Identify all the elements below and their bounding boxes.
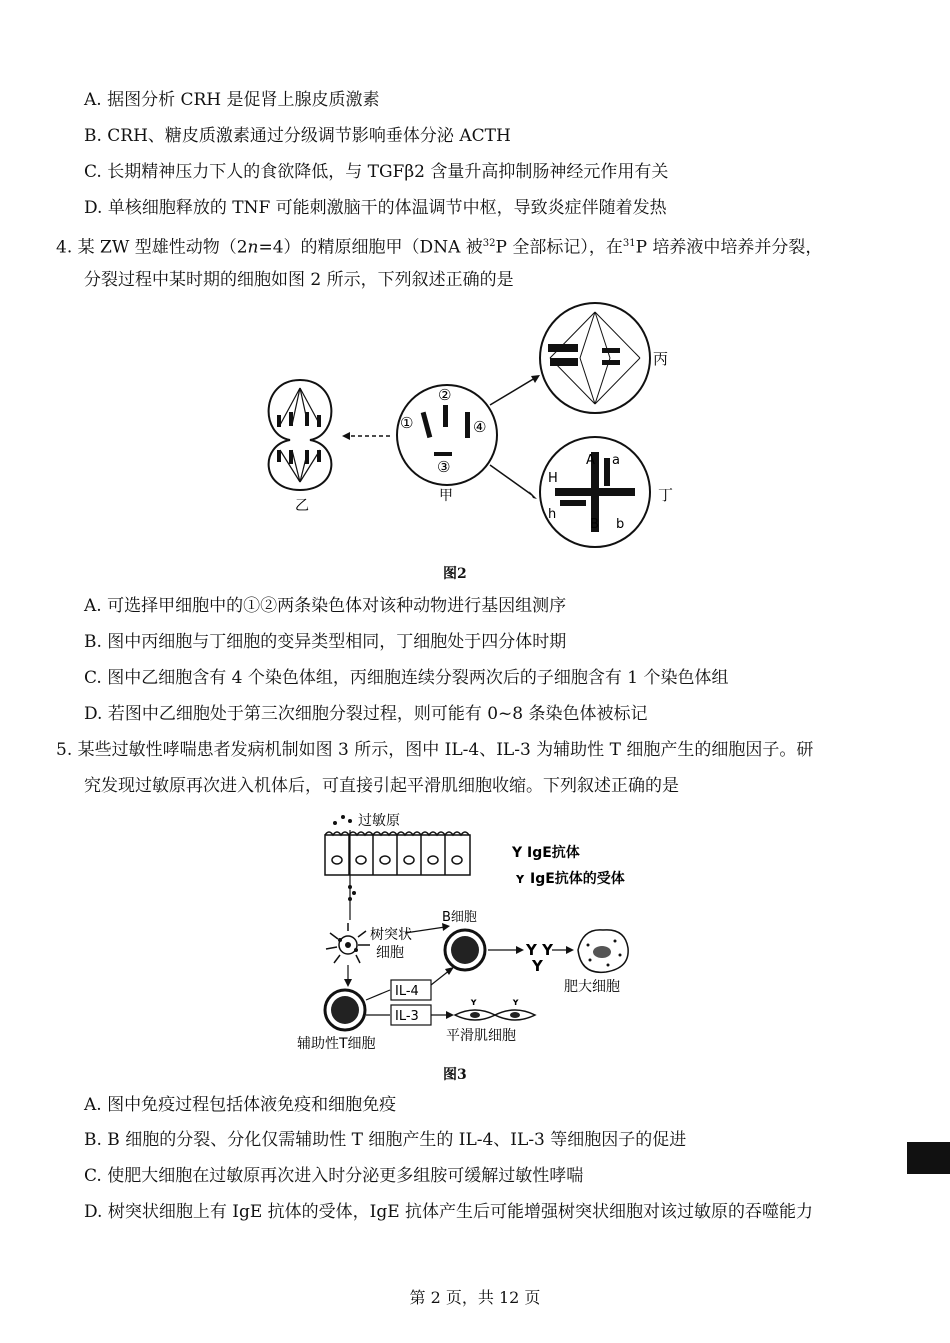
q5-option-a: A. 图中免疫过程包括体液免疫和细胞免疫	[84, 1095, 397, 1115]
figure-2	[250, 300, 690, 560]
svg-text:ʏ: ʏ	[470, 997, 478, 1008]
gene-h: h	[548, 507, 557, 522]
q4-option-d: D. 若图中乙细胞处于第三次细胞分裂过程，则可能有 0~8 条染色体被标记	[84, 704, 648, 724]
label-il3: IL-3	[395, 1009, 419, 1024]
label-dendritic-1: 树突状	[370, 927, 412, 943]
q4-option-a: A. 可选择甲细胞中的①②两条染色体对该种动物进行基因组测序	[84, 596, 567, 616]
smooth-muscle-cells	[455, 997, 535, 1020]
dendritic-cell	[326, 923, 370, 963]
chrom-4: ④	[473, 418, 487, 436]
q3-option-d: D. 单核细胞释放的 TNF 可能刺激脑干的体温调节中枢，导致炎症伴随着发热	[84, 198, 667, 218]
svg-text:ʏ: ʏ	[512, 997, 520, 1008]
q5-option-c: C. 使肥大细胞在过敏原再次进入时分泌更多组胺可缓解过敏性哮喘	[84, 1166, 584, 1186]
gene-a: a	[612, 453, 620, 468]
svg-text:Y Y: Y Y	[526, 941, 553, 959]
label-bing: 丙	[653, 350, 669, 368]
gene-A: A	[586, 453, 595, 468]
q4-option-c: C. 图中乙细胞含有 4 个染色体组，丙细胞连续分裂两次后的子细胞含有 1 个染色体组	[84, 668, 729, 688]
label-jia: 甲	[439, 488, 453, 504]
label-dendritic-2: 细胞	[376, 945, 404, 961]
cell-bing	[540, 303, 650, 413]
label-mast-cell: 肥大细胞	[564, 979, 620, 995]
gene-b: b	[616, 517, 625, 532]
q3-option-a: A. 据图分析 CRH 是促肾上腺皮质激素	[84, 90, 380, 110]
mast-cell	[578, 930, 628, 973]
q4-stem-line2: 分裂过程中某时期的细胞如图 2 所示，下列叙述正确的是	[84, 270, 514, 290]
figure-3	[290, 805, 660, 1060]
page-footer: 第 2 页，共 12 页	[409, 1288, 541, 1307]
chrom-1: ①	[400, 414, 414, 432]
chrom-2: ②	[438, 386, 452, 404]
gene-B: B	[590, 517, 599, 532]
q4-option-b: B. 图中丙细胞与丁细胞的变异类型相同，丁细胞处于四分体时期	[84, 632, 567, 652]
label-b-cell: B细胞	[442, 910, 477, 925]
figure-2-caption: 图2	[443, 566, 467, 582]
label-yi: 乙	[295, 498, 309, 514]
q5-stem-line2: 究发现过敏原再次进入机体后，可直接引起平滑肌细胞收缩。下列叙述正确的是	[84, 776, 679, 796]
label-ding: 丁	[658, 486, 674, 504]
gene-H: H	[548, 471, 558, 486]
svg-text:Y: Y	[532, 957, 543, 975]
q4-stem-line1: 4. 某 ZW 型雄性动物（2n=4）的精原细胞甲（DNA 被$^{32}$P 全部标记），在$^{31}$P 培养液中培养并分裂，	[56, 237, 823, 258]
legend-ige-receptor: ʏ IgE抗体的受体	[515, 871, 625, 887]
q5-stem-line1: 5. 某些过敏性哮喘患者发病机制如图 3 所示，图中 IL-4、IL-3 为辅助性 T 细胞产生的细胞因子。研	[56, 740, 814, 760]
epithelium	[325, 832, 470, 875]
q5-option-b: B. B 细胞的分裂、分化仅需辅助性 T 细胞产生的 IL-4、IL-3 等细胞因子的促进	[84, 1130, 687, 1150]
label-helper-t: 辅助性T细胞	[297, 1036, 376, 1052]
figure-3-caption: 图3	[443, 1067, 467, 1083]
label-smooth-muscle: 平滑肌细胞	[446, 1028, 516, 1044]
label-il4: IL-4	[395, 984, 419, 999]
cell-yi	[269, 380, 332, 490]
legend-ige: Y IgE抗体	[512, 845, 580, 861]
page-edge-marker	[907, 1142, 950, 1174]
q3-option-c: C. 长期精神压力下人的食欲降低，与 TGFβ2 含量升高抑制肠神经元作用有关	[84, 162, 669, 182]
chrom-3: ③	[437, 458, 451, 476]
q5-option-d: D. 树突状细胞上有 IgE 抗体的受体，IgE 抗体产生后可能增强树突状细胞对该过敏原的吞噬能力	[84, 1202, 814, 1222]
q3-option-b: B. CRH、糖皮质激素通过分级调节影响垂体分泌 ACTH	[84, 126, 511, 146]
label-allergen: 过敏原	[358, 813, 400, 829]
